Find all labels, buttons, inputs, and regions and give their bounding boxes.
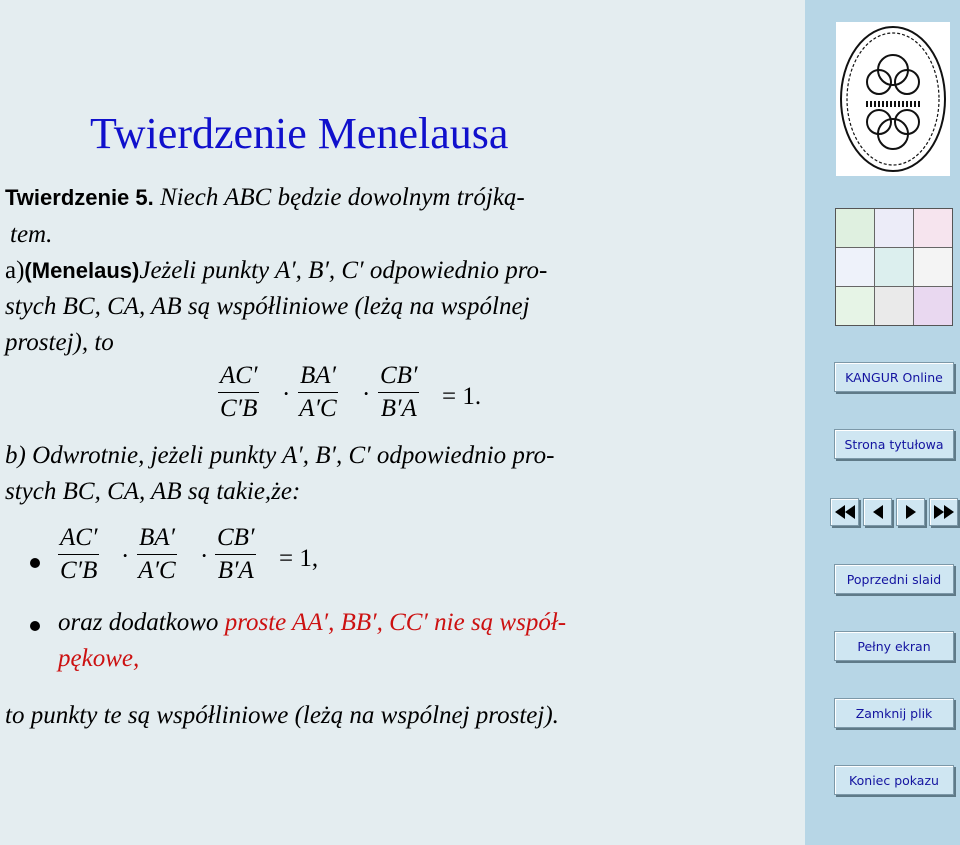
thumbnail[interactable] xyxy=(914,287,952,325)
kangur-online-button[interactable]: KANGUR Online xyxy=(834,362,954,392)
thumbnail[interactable] xyxy=(875,248,913,286)
bullet-2-red-text: proste AA′, BB′, CC′ nie są współ- xyxy=(224,609,567,636)
thumbnail[interactable] xyxy=(914,209,952,247)
end-show-button[interactable]: Koniec pokazu xyxy=(834,765,954,795)
part-a-line1 xyxy=(5,257,547,285)
fraction-2 xyxy=(298,362,338,423)
numerator: AC′ xyxy=(220,362,258,389)
fraction-1 xyxy=(218,362,259,423)
last-page-icon[interactable] xyxy=(929,498,958,526)
denominator: B′A xyxy=(380,395,417,423)
fraction-b3 xyxy=(215,524,256,585)
thumbnail-grid[interactable] xyxy=(835,208,953,326)
thumbnail[interactable] xyxy=(836,287,874,325)
bullet-1 xyxy=(30,558,40,568)
thumbnail[interactable] xyxy=(914,248,952,286)
close-file-button[interactable]: Zamknij plik xyxy=(834,698,954,728)
next-page-icon[interactable] xyxy=(896,498,925,526)
part-b-line2: stych BC, CA, AB są takie,że: xyxy=(5,478,301,505)
first-page-icon[interactable] xyxy=(830,498,859,526)
theorem-label: Twierdzenie 5. xyxy=(5,185,154,210)
denominator: C′B xyxy=(60,557,98,585)
equals-one: = 1. xyxy=(442,383,482,410)
denominator: A′C xyxy=(299,395,337,423)
thumbnail[interactable] xyxy=(875,287,913,325)
full-screen-button[interactable]: Pełny ekran xyxy=(834,631,954,661)
intro-text-1: Niech ABC będzie dowolnym trójką- xyxy=(160,184,525,211)
part-b-line1: b) Odwrotnie, jeżeli punkty A′, B′, C′ odpowiednio pro- xyxy=(5,442,555,469)
theorem-intro-line1 xyxy=(5,184,525,212)
denominator: C′B xyxy=(220,395,258,423)
part-a-prefix: a) xyxy=(5,257,25,284)
numerator: CB′ xyxy=(380,362,418,389)
bullet-2-text: oraz dodatkowo xyxy=(58,609,225,636)
fraction-3 xyxy=(378,362,419,423)
title-page-button[interactable]: Strona tytułowa xyxy=(834,429,954,459)
fraction-b2 xyxy=(137,524,177,585)
thumbnail[interactable] xyxy=(836,209,874,247)
numerator: CB′ xyxy=(217,524,255,551)
part-a-line3: prostej), to xyxy=(5,329,114,356)
dot-operator: · xyxy=(121,543,130,570)
part-a-text1: Jeżeli punkty A′, B′, C′ odpowiednio pro- xyxy=(139,257,548,284)
equals-one-comma: = 1, xyxy=(279,545,319,572)
part-a-line2: stych BC, CA, AB są współliniowe (leżą na wspólnej xyxy=(5,293,530,320)
dot-operator: · xyxy=(200,543,209,570)
numerator: BA′ xyxy=(300,362,337,389)
part-a-name: (Menelaus) xyxy=(24,258,140,283)
conclusion: to punkty te są współliniowe (leżą na wspólnej prostej). xyxy=(5,702,559,729)
thumbnail[interactable] xyxy=(875,209,913,247)
denominator: B′A xyxy=(217,557,254,585)
bullet-2-line2: pękowe, xyxy=(58,645,140,672)
previous-slide-button[interactable]: Poprzedni slaid xyxy=(834,564,954,594)
fraction-b1 xyxy=(58,524,99,585)
thumbnail[interactable] xyxy=(836,248,874,286)
numerator: BA′ xyxy=(139,524,176,551)
dot-operator: · xyxy=(282,381,291,408)
previous-page-icon[interactable] xyxy=(863,498,892,526)
page-title: Twierdzenie Menelausa xyxy=(90,109,509,158)
bullet-2 xyxy=(30,621,40,631)
celtic-knot-logo xyxy=(836,22,950,176)
page-navigation xyxy=(830,498,958,526)
bullet-2-line1 xyxy=(58,609,566,637)
numerator: AC′ xyxy=(60,524,98,551)
dot-operator: · xyxy=(362,381,371,408)
intro-text-2: tem. xyxy=(10,221,53,248)
denominator: A′C xyxy=(138,557,176,585)
